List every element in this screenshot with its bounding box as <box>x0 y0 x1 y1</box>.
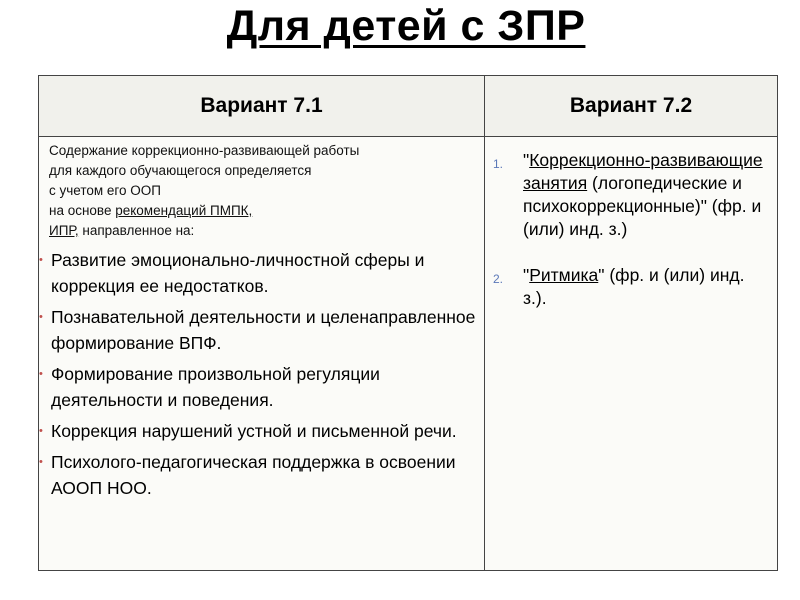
list-item-text: Развитие эмоционально-личностной сферы и коррекция ее недостатков. <box>51 250 425 296</box>
bullet-icon: • <box>39 254 43 266</box>
bullet-icon: • <box>39 368 43 380</box>
item-number: 1. <box>493 157 504 171</box>
variant-7-1-cell <box>39 137 485 571</box>
pmpk-recommendations-link[interactable]: рекомендаций ПМПК, <box>115 203 253 218</box>
rhythmics-link[interactable]: Ритмика <box>529 265 599 285</box>
intro-prefix: на основе <box>49 203 116 218</box>
table-header-row <box>39 76 778 137</box>
list-item-text: Формирование произвольной регуляции деятельности и поведения. <box>51 364 380 410</box>
list-item <box>39 449 476 501</box>
header-variant-7-1: Вариант 7.1 <box>39 76 485 137</box>
intro-line: для каждого обучающегося определяется <box>49 163 312 178</box>
list-item <box>39 361 476 413</box>
list-item-text: Психолого-педагогическая поддержка в освоении АООП НОО. <box>51 452 456 498</box>
variants-table <box>38 75 778 571</box>
item-number: 2. <box>493 272 504 286</box>
slide-title: Для детей с ЗПР <box>226 2 586 50</box>
list-item <box>493 264 767 310</box>
ipr-link[interactable]: ИПР, <box>49 223 79 238</box>
list-item <box>39 247 476 299</box>
item-description: " (фр. и (или) инд. з.). <box>523 265 745 308</box>
correctional-classes-link[interactable]: Коррекционно-развивающие занятия <box>523 150 763 193</box>
list-item <box>39 418 476 444</box>
table-body-row <box>39 137 778 571</box>
list-item <box>39 304 476 356</box>
bullet-icon: • <box>39 311 43 323</box>
correction-areas-list <box>39 247 476 501</box>
bullet-icon: • <box>39 456 43 468</box>
intro-line: с учетом его ООП <box>49 183 162 198</box>
intro-line: Содержание коррекционно-развивающей работы <box>49 143 360 158</box>
variant-7-2-cell <box>485 137 778 571</box>
list-item <box>493 149 767 241</box>
quote-mark: " <box>523 265 530 285</box>
list-item-text: Познавательной деятельности и целенаправленное формирование ВПФ. <box>51 307 476 353</box>
intro-text <box>47 141 476 241</box>
intro-line <box>49 201 476 221</box>
courses-list <box>493 149 767 310</box>
intro-suffix: направленное на: <box>78 223 195 238</box>
list-item-text: Коррекция нарушений устной и письменной речи. <box>51 421 457 441</box>
quote-mark: " <box>523 150 530 170</box>
item-description: (логопедические и психокоррекционные)" (фр. и (или) инд. з.) <box>523 173 762 239</box>
header-variant-7-2: Вариант 7.2 <box>485 76 778 137</box>
bullet-icon: • <box>39 425 43 437</box>
intro-line <box>49 221 476 241</box>
